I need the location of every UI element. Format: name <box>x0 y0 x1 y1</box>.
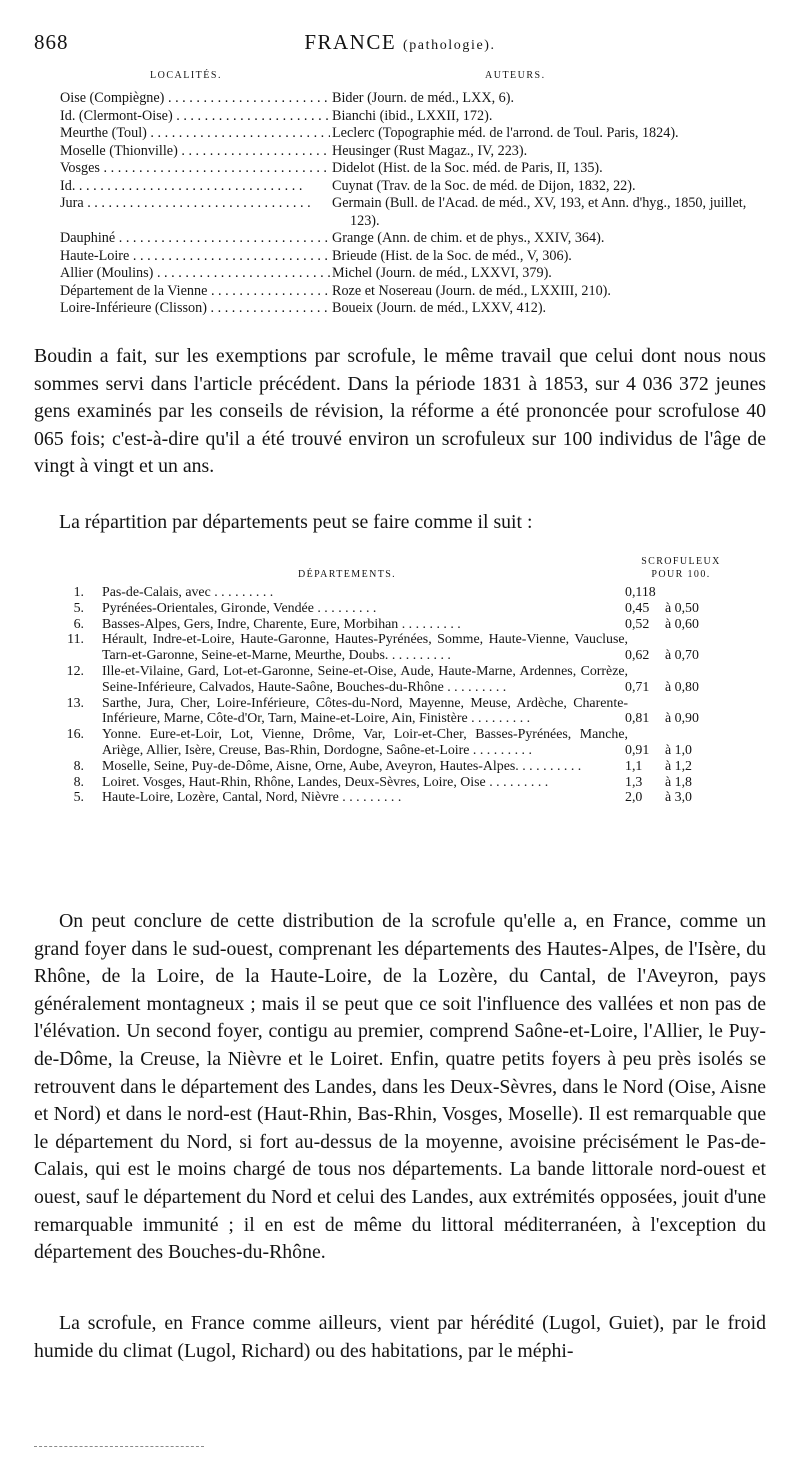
rate-low: 1,3 <box>625 774 643 790</box>
department-count: 12. <box>66 663 84 679</box>
author-citation: Boueix (Journ. de méd., LXXV, 412). <box>332 300 547 316</box>
department-count: 13. <box>66 695 84 711</box>
reference-row <box>60 248 770 266</box>
author-citation: Roze et Nosereau (Journ. de méd., LXXIII, 210). <box>332 282 611 299</box>
leader-dots: . . . . . . . . . <box>485 774 549 790</box>
author-citation: Bider (Journ. de méd., LXX, 6). <box>332 90 515 106</box>
department-list <box>102 664 628 696</box>
scrofula-rate <box>625 790 730 806</box>
department-count: 8. <box>73 758 84 774</box>
department-row <box>60 632 770 664</box>
department-count: 16. <box>66 727 84 743</box>
locality: Jura . . . <box>60 195 330 213</box>
rate-high: à 3,0 <box>665 790 693 806</box>
department-row <box>60 727 770 759</box>
department-count: 5. <box>73 790 84 806</box>
departements-heading: DÉPARTEMENTS. <box>298 569 397 580</box>
departments-column-heads <box>60 553 770 583</box>
rate-low: 0,71 <box>625 679 650 695</box>
leader-dots: . . . . . . . . . <box>443 679 507 695</box>
author-citation: Michel (Journ. de méd., LXXVI, 379). <box>332 265 552 281</box>
localites-heading: LOCALITÉS. <box>150 70 222 81</box>
leader-dots: . . . . . . . . . <box>313 600 377 616</box>
auteurs-heading: AUTEURS. <box>485 70 546 81</box>
reference-row <box>60 195 770 230</box>
department-row <box>60 790 770 806</box>
department-list <box>102 775 628 791</box>
locality: Id. (Clermont-Oise) . . . <box>60 108 330 126</box>
reference-row <box>60 90 770 108</box>
locality: Oise (Compiègne) . . . <box>60 90 330 108</box>
rate-low: 1,1 <box>625 758 643 774</box>
department-list <box>102 617 628 633</box>
rate-high: à 0,60 <box>665 616 699 632</box>
author-citation: Didelot (Hist. de la Soc. méd. de Paris, II, 135). <box>332 160 603 176</box>
running-header <box>34 30 766 56</box>
reference-row <box>60 265 770 283</box>
locality: Moselle (Thionville) . . . <box>60 143 330 161</box>
department-count: 1. <box>73 585 84 600</box>
paragraph-boudin <box>34 343 766 481</box>
running-title <box>34 30 766 55</box>
scrofuleux-heading <box>626 555 736 581</box>
paragraph-conclusion <box>34 908 766 1267</box>
leader-dots: . . . . . . . . . <box>398 616 461 632</box>
locality: Id. . . . <box>60 178 330 196</box>
paragraph-text: La scrofule, en France comme ailleurs, vient par hérédité (Lugol, Guiet), par le froid humide du climat (Lugol, Richard) ou des habitations, par le méphi- <box>34 1312 766 1362</box>
department-names: Hérault, Indre-et-Loire, Haute-Garonne, Hautes-Pyrénées, Somme, Haute-Vienne, Vaucluse, Tarn-et-Garonne, Seine-et-Marne, Meurthe, Doubs. <box>102 632 628 664</box>
department-row <box>60 617 770 633</box>
reference-row <box>60 178 770 196</box>
department-list <box>102 632 628 664</box>
department-list <box>102 759 628 775</box>
scrofula-rate <box>625 617 730 633</box>
author-citation: Leclerc (Topographie méd. de l'arrond. de Toul. Paris, 1824). <box>332 125 679 141</box>
footer-rule <box>34 1446 204 1447</box>
scrofula-rate <box>625 680 730 696</box>
department-row <box>60 696 770 728</box>
department-row <box>60 601 770 617</box>
author-citation: Brieude (Hist. de la Soc. de méd., V, 306). <box>332 247 572 264</box>
department-names: Pyrénées-Orientales, Gironde, Vendée <box>102 600 314 616</box>
department-names: Basses-Alpes, Gers, Indre, Charente, Eure, Morbihan <box>102 616 399 632</box>
paragraph-text: Boudin a fait, sur les exemptions par scrofule, le même travail que celui dont nous nous sommes servi dans l'article précédent. Dans la période 1831 à 1853, sur 4 036 372 jeunes gens examinés par les conseils de révision, la réforme a été prononcée pour scrofulose 40 065 fois; c'est-à-dire qu'il a été trouvé environ un scrofuleux sur 100 individus de l'âge de vingt à vingt et un ans. <box>34 345 766 478</box>
rate-high: à 0,50 <box>665 600 699 616</box>
rate-high: à 0,70 <box>665 648 699 664</box>
rate-high: à 0,80 <box>665 679 699 695</box>
department-count: 5. <box>73 600 84 616</box>
department-list <box>102 585 628 601</box>
leader-dots: . . . . . . . . . <box>210 585 274 600</box>
locality: Vosges . . . <box>60 160 330 178</box>
locality: Meurthe (Toul) . . . <box>60 125 330 143</box>
references-column-heads <box>60 70 740 86</box>
rate-low: 2,0 <box>625 790 643 806</box>
rate-high: à 0,90 <box>665 711 699 727</box>
reference-row <box>60 108 770 126</box>
scrofula-rate <box>625 648 730 664</box>
leader-dots: . . . . . . . . . <box>338 790 402 806</box>
rate-high: à 1,8 <box>665 774 693 790</box>
department-count: 11. <box>67 632 84 648</box>
locality: Département de la Vienne . . . <box>60 283 330 301</box>
department-row <box>60 759 770 775</box>
scrofula-rate <box>625 585 730 601</box>
rate-low: 0,118 <box>625 585 656 600</box>
references-table <box>60 90 770 318</box>
leader-dots: . . . . . . . . . <box>388 648 451 664</box>
leader-dots: . . . . . . . . . <box>518 758 582 774</box>
rate-high: à 1,2 <box>665 758 693 774</box>
department-names: Haute-Loire, Lozère, Cantal, Nord, Nièvre <box>102 790 339 806</box>
page-number: 868 <box>34 30 69 54</box>
running-title-main: FRANCE <box>304 30 397 54</box>
locality: Haute-Loire . . . <box>60 248 330 266</box>
locality: Dauphiné . . . <box>60 230 330 248</box>
departments-table <box>60 585 770 806</box>
scrofuleux-heading-line1: SCROFULEUX <box>641 556 721 567</box>
author-citation: Heusinger (Rust Magaz., IV, 223). <box>332 142 528 159</box>
department-row <box>60 585 770 601</box>
author-citation: Grange (Ann. de chim. et de phys., XXIV, 364). <box>332 230 605 246</box>
scrofula-rate <box>625 601 730 617</box>
department-names: Ille-et-Vilaine, Gard, Lot-et-Garonne, Seine-et-Oise, Aude, Haute-Marne, Ardennes, Corrèze, Seine-Inférieure, Calvados, Haute-Saône, Bouches-du-Rhône <box>102 663 628 695</box>
reference-row <box>60 143 770 161</box>
paragraph-repartition <box>34 509 766 537</box>
rate-low: 0,91 <box>625 742 650 758</box>
rate-low: 0,62 <box>625 648 650 664</box>
rate-low: 0,81 <box>625 711 650 727</box>
author-citation: Cuynat (Trav. de la Soc. de méd. de Dijon, 1832, 22). <box>332 177 636 194</box>
paragraph-causes <box>34 1310 766 1365</box>
rate-low: 0,45 <box>625 600 650 616</box>
paragraph-text: La répartition par départements peut se faire comme il suit : <box>59 511 533 533</box>
department-names: Loiret. Vosges, Haut-Rhin, Rhône, Landes, Deux-Sèvres, Loire, Oise <box>102 774 486 790</box>
department-list <box>102 727 628 759</box>
rate-low: 0,52 <box>625 616 650 632</box>
reference-row <box>60 300 770 318</box>
locality: Loire-Inférieure (Clisson) . . . <box>60 300 330 318</box>
department-count: 8. <box>73 774 84 790</box>
author-citation: Bianchi (ibid., LXXII, 172). <box>332 107 493 124</box>
department-list <box>102 790 628 806</box>
scrofula-rate <box>625 759 730 775</box>
leader-dots: . . . . . . . . . <box>467 711 531 727</box>
rate-high: à 1,0 <box>665 742 693 758</box>
leader-dots: . . . . . . . . . <box>469 742 532 758</box>
department-names: Yonne. Eure-et-Loir, Lot, Vienne, Drôme, Var, Loir-et-Cher, Basses-Pyrénées, Manche, Ariège, Allier, Isère, Creuse, Bas-Rhin, Dordogne, Saône-et-Loire <box>102 727 628 758</box>
reference-row <box>60 160 770 178</box>
reference-row <box>60 230 770 248</box>
reference-row <box>60 125 770 143</box>
locality: Allier (Moulins) . . . <box>60 265 330 283</box>
scrofula-rate <box>625 775 730 791</box>
department-count: 6. <box>73 616 84 632</box>
department-row <box>60 664 770 696</box>
author-citation: Germain (Bull. de l'Acad. de méd., XV, 193, et Ann. d'hyg., 1850, juillet, 123). <box>332 195 747 229</box>
department-row <box>60 775 770 791</box>
department-list <box>102 696 628 728</box>
department-names: Pas-de-Calais, avec <box>102 585 211 600</box>
running-title-subtitle: (pathologie). <box>402 38 496 53</box>
department-names: Moselle, Seine, Puy-de-Dôme, Aisne, Orne, Aube, Aveyron, Hautes-Alpes. <box>102 758 519 774</box>
scrofula-rate <box>625 711 730 727</box>
department-list <box>102 601 628 617</box>
reference-row <box>60 283 770 301</box>
department-names: Sarthe, Jura, Cher, Loire-Inférieure, Côtes-du-Nord, Mayenne, Meuse, Ardèche, Charente-Inférieure, Marne, Côte-d'Or, Tarn, Maine-et-Loire, Ain, Finistère <box>102 695 628 727</box>
paragraph-text: On peut conclure de cette distribution de la scrofule qu'elle a, en France, comme un grand foyer dans le sud-ouest, comprenant les départements des Hautes-Alpes, de l'Isère, du Rhône, de la Loire, de la Haute-Loire, de la Lozère, du Cantal, de l'Aveyron, pays généralement montagneux ; mais il se peut que ce soit l'influence des vallées et non pas de l'élévation. Un second foyer, contigu au premier, comprend Saône-et-Loire, l'Allier, le Puy-de-Dôme, la Creuse, la Nièvre et le Loiret. Enfin, quatre petits foyers à peu près isolés se retrouvent dans le département des Landes, dans les Deux-Sèvres, dans le Nord (Oise, Aisne et Nord) et dans le nord-est (Haut-Rhin, Bas-Rhin, Vosges, Moselle). Il est remarquable que le département du Nord, si fort au-dessus de la moyenne, avoisine précisément le Pas-de-Calais, qui est le moins chargé de tous nos départements. La bande littorale nord-ouest et ouest, sauf le département du Nord et celui des Landes, aux extrémités opposées, jouit d'une remarquable immunité ; il en est de même du littoral méditerranéen, à l'exception du département des Bouches-du-Rhône. <box>34 910 766 1264</box>
scrofuleux-heading-line2: POUR 100. <box>651 569 711 580</box>
scrofula-rate <box>625 743 730 759</box>
